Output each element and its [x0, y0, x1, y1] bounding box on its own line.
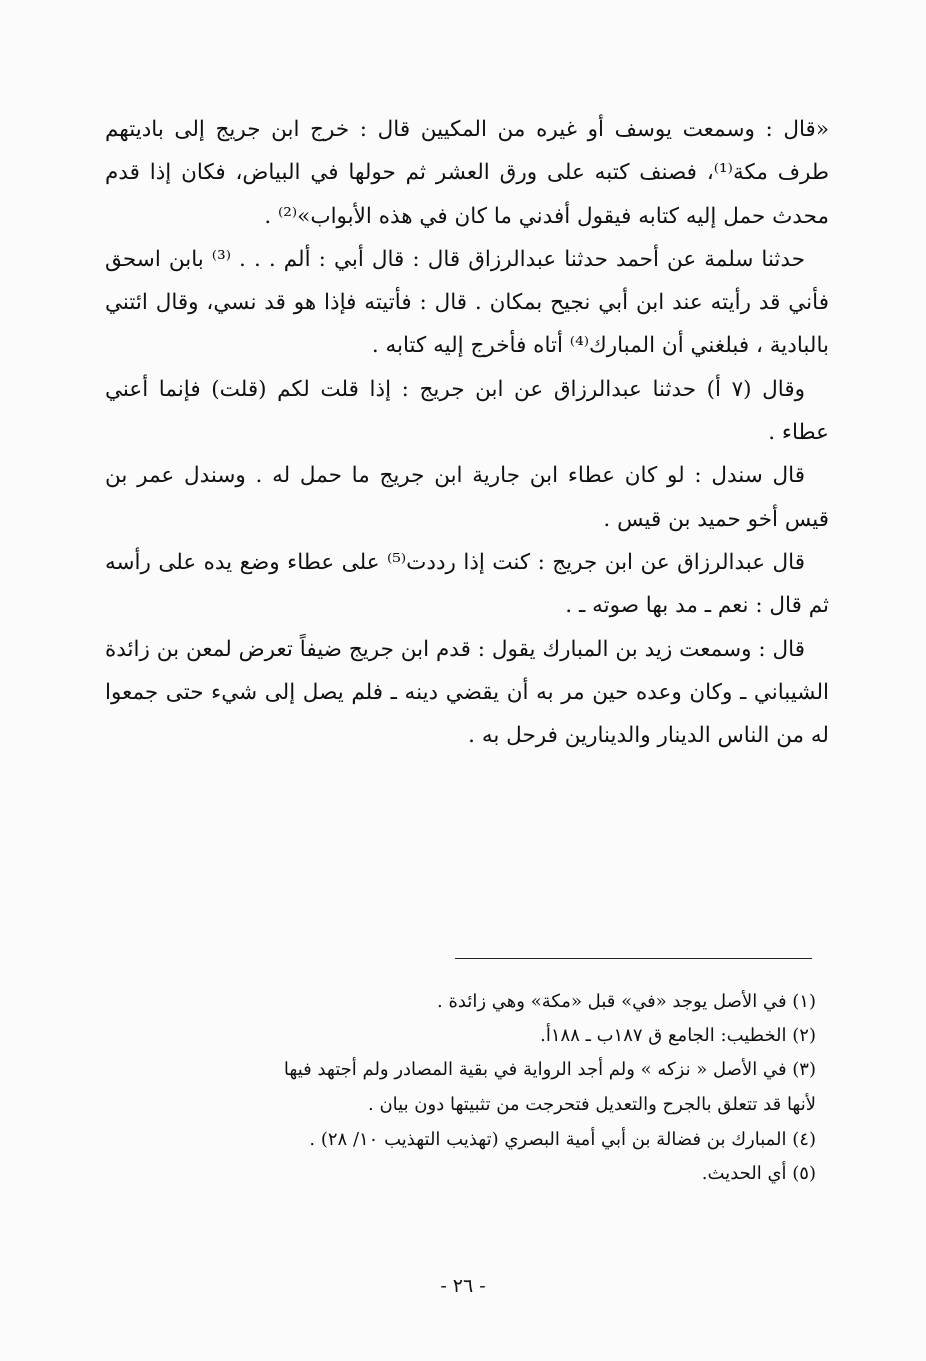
- footnote-3: (٣) في الأصل « نزكه » ولم أجد الرواية في بقية المصادر ولم أجتهد فيها: [283, 1059, 816, 1080]
- footnote-4: (٤) المبارك بن فضالة بن أبي أمية البصري (تهذيب التهذيب ١٠/ ٢٨) .: [309, 1129, 816, 1150]
- main-text: [105, 108, 829, 757]
- footnote-1: (١) في الأصل يوجد «في» قبل «مكة» وهي زائدة .: [437, 991, 816, 1012]
- footnote-3-continuation: لأنها قد تتعلق بالجرح والتعديل فتحرجت من تثبيتها دون بيان .: [368, 1094, 816, 1115]
- footnotes: [104, 985, 816, 1191]
- page-number: - ٢٦ -: [440, 1275, 486, 1297]
- paragraph-3: وقال (٧ أ) حدثنا عبدالرزاق عن ابن جريج : إذا قلت لكم (قلت) فإنما أعني عطاء .: [105, 376, 829, 446]
- paragraph-5: قال عبدالرزاق عن ابن جريج : كنت إذا رددت⁽⁵⁾ على عطاء وضع يده على رأسه ثم قال : نعم ـ مد بها صوته ـ .: [105, 549, 829, 619]
- footnote-divider: [455, 958, 812, 959]
- paragraph-4: قال سندل : لو كان عطاء ابن جارية ابن جريج ما حمل له . وسندل عمر بن قيس أخو حميد بن قيس .: [105, 463, 829, 532]
- footnote-5: (٥) أي الحديث.: [701, 1163, 816, 1184]
- paragraph-6: قال : وسمعت زيد بن المبارك يقول : قدم ابن جريج ضيفاً تعرض لمعن بن زائدة الشيباني ـ وكان وعده حين مر به أن يقضي دينه ـ فلم يصل إلى شيء حتى جمعوا له من الناس الدينار والدينارين فرحل به .: [105, 636, 829, 749]
- footnote-2: (٢) الخطيب: الجامع ق ١٨٧ب ـ ١٨٨أ.: [540, 1025, 816, 1046]
- paragraph-2: حدثنا سلمة عن أحمد حدثنا عبدالرزاق قال : قال أبي : ألم . . . ⁽³⁾ بابن اسحق فأني قد رأيته عند ابن أبي نجيح بمكان . قال : فأتيته فإذا هو قد نسي، وقال ائتني بالبادية ، فبلغني أن المبارك⁽⁴⁾ أتاه فأخرج إليه كتابه .: [105, 246, 829, 359]
- paragraph-1: «قال : وسمعت يوسف أو غيره من المكيين قال : خرج ابن جريج إلى باديتهم طرف مكة⁽¹⁾، فصنف كتبه على ورق العشر ثم حولها في البياض، فكان إذا قدم محدث حمل إليه كتابه فيقول أفدني ما كان في هذه الأبواب»⁽²⁾ .: [105, 117, 829, 229]
